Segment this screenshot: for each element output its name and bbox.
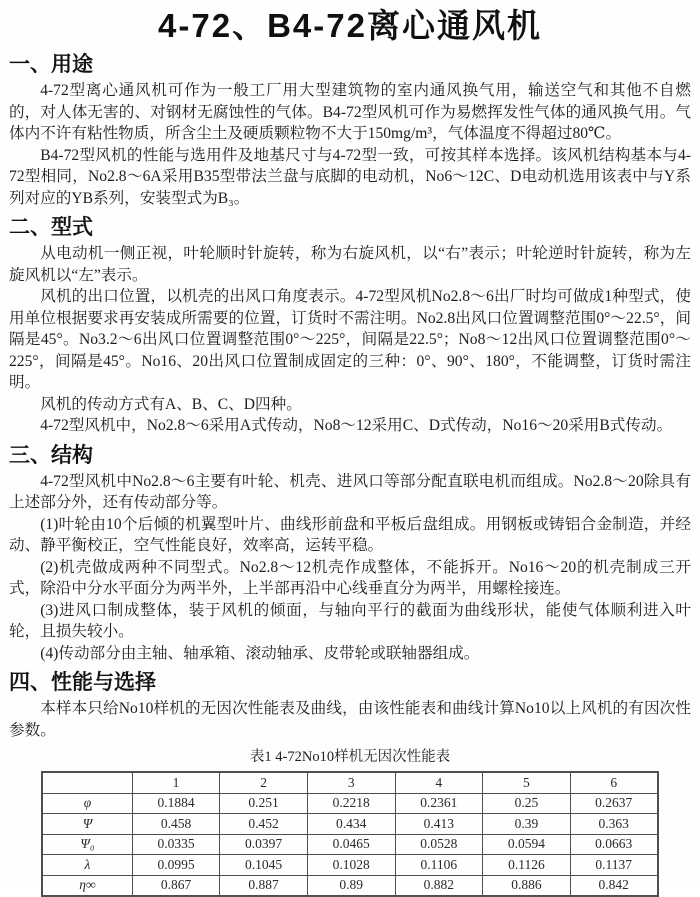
table-header-cell: 6: [570, 772, 658, 793]
table-cell: 0.0397: [220, 834, 308, 855]
table-cell: 0.0995: [132, 855, 220, 876]
table-header-cell: 3: [307, 772, 395, 793]
table-header-row: [42, 772, 658, 793]
paragraph: 4-72型风机中No2.8～6主要有叶轮、机壳、进风口等部分配直联电机而组成。No2.8～20除具有上述部分外，还有传动部分等。: [9, 472, 691, 511]
paragraph: (3)进风口制成整体，装于风机的倾面，与轴向平行的截面为曲线形状，能使气体顺利进入叶轮，且损失较小。: [9, 601, 691, 640]
paragraph: (1)叶轮由10个后倾的机翼型叶片、曲线形前盘和平板后盘组成。用钢板或铸铝合金制造，并经动、静平衡校正，空气性能良好，效率高，运转平稳。: [9, 515, 691, 554]
table-cell: 0.886: [483, 875, 571, 896]
table-header-cell: 5: [483, 772, 571, 793]
table-caption: 表1 4-72No10样机无因次性能表: [249, 749, 451, 765]
section-heading: 一、用途: [9, 53, 93, 76]
table-cell: 0.89: [307, 875, 395, 896]
table-cell: 0.867: [132, 875, 220, 896]
table-cell: 0.452: [220, 814, 308, 835]
paragraph: 本样本只给No10样机的无因次性能表及曲线，由该性能表和曲线计算No10以上风机的有因次性参数。: [9, 700, 691, 739]
row-label: Ψ₀: [42, 834, 132, 855]
table-header-cell: 4: [395, 772, 483, 793]
table-row: [42, 855, 658, 876]
paragraph: (2)机壳做成两种不同型式。No2.8～12机壳作成整体，不能拆开。No16～20的机壳制成三开式，除沿中分水平面分为两半外，上半部再沿中心线垂直分为两半，用螺栓接连。: [9, 558, 691, 597]
table-cell: 0.458: [132, 814, 220, 835]
table-cell: 0.1126: [483, 855, 571, 876]
table-cell: 0.0663: [570, 834, 658, 855]
table-cell: 0.0465: [307, 834, 395, 855]
paragraph: 从电动机一侧正视，叶轮顺时针旋转，称为右旋风机，以“右”表示；叶轮逆时针旋转，称为左旋风机以“左”表示。: [9, 245, 691, 284]
section-heading: 二、型式: [9, 216, 93, 239]
row-label: λ: [42, 855, 132, 876]
table-cell: 0.842: [570, 875, 658, 896]
table-cell: 0.1028: [307, 855, 395, 876]
table-cell: 0.2637: [570, 793, 658, 814]
paragraph: 4-72型离心通风机可作为一般工厂用大型建筑物的室内通风换气用，输送空气和其他不自燃的，对人体无害的、对钢材无腐蚀性的气体。B4-72型风机可作为易燃挥发性气体的通风换气用。气体内不许有粘性物质，所含尘土及硬质颗粒物不大于150mg/m³，气体温度不得超过80℃。: [9, 82, 691, 142]
table-cell: 0.0335: [132, 834, 220, 855]
table-cell: 0.39: [483, 814, 571, 835]
sections-container: [9, 52, 691, 741]
table-cell: 0.363: [570, 814, 658, 835]
paragraph: B4-72型风机的性能与选用件及地基尺寸与4-72型一致，可按其样本选择。该风机结构基本与4-72型相同，No2.8～6A采用B35型带法兰盘与底脚的电动机，No6～12C、D电动机选用该表中与Y系列对应的YB系列，安装型式为B₃。: [9, 146, 691, 207]
table-cell: 0.413: [395, 814, 483, 835]
table-cell: 0.25: [483, 793, 571, 814]
table-header-cell: 1: [132, 772, 220, 793]
table-row: [42, 875, 658, 896]
table-cell: 0.251: [220, 793, 308, 814]
table-header-cell: 2: [220, 772, 308, 793]
table-cell: 0.1137: [570, 855, 658, 876]
table-cell: 0.1884: [132, 793, 220, 814]
section-heading: 四、性能与选择: [9, 671, 156, 694]
page-title: 4-72、B4-72离心通风机: [158, 7, 542, 44]
paragraph: (4)传动部分由主轴、轴承箱、滚动轴承、皮带轮或联轴器组成。: [40, 644, 480, 662]
row-label: Ψ: [42, 814, 132, 835]
row-label: η∞: [42, 875, 132, 896]
table-cell: 0.434: [307, 814, 395, 835]
paragraph: 风机的出口位置，以机壳的出风口角度表示。4-72型风机No2.8～6出厂时均可做成1种型式，使用单位根据要求再安装成所需要的位置，订货时不需注明。No2.8出风口位置调整范围0°～22.5°，间隔是45°。No3.2～6出风口位置调整范围0°～225°，间隔是22.5°；No8～12出风口位置调整范围0°～225°，间隔是45°。No16、20出风口位置制成固定的三种：0°、90°、180°，不能调整，订货时需注明。: [9, 288, 691, 391]
table-cell: 0.0528: [395, 834, 483, 855]
table-row: [42, 793, 658, 814]
table-cell: 0.1106: [395, 855, 483, 876]
table-row: [42, 834, 658, 855]
table-cell: 0.882: [395, 875, 483, 896]
paragraph: 风机的传动方式有A、B、C、D四种。: [40, 395, 302, 413]
table-row: [42, 814, 658, 835]
performance-table: [41, 771, 659, 897]
row-label: φ: [42, 793, 132, 814]
paragraph: 4-72型风机中，No2.8～6采用A式传动，No8～12采用C、D式传动，No16～20采用B式传动。: [40, 417, 673, 434]
section-heading: 三、结构: [9, 443, 93, 467]
table-cell: 0.0594: [483, 834, 571, 855]
table-header-cell: [42, 772, 132, 793]
table-cell: 0.2361: [395, 793, 483, 814]
table-cell: 0.1045: [220, 855, 308, 876]
table-cell: 0.2218: [307, 793, 395, 814]
table-cell: 0.887: [220, 875, 308, 896]
